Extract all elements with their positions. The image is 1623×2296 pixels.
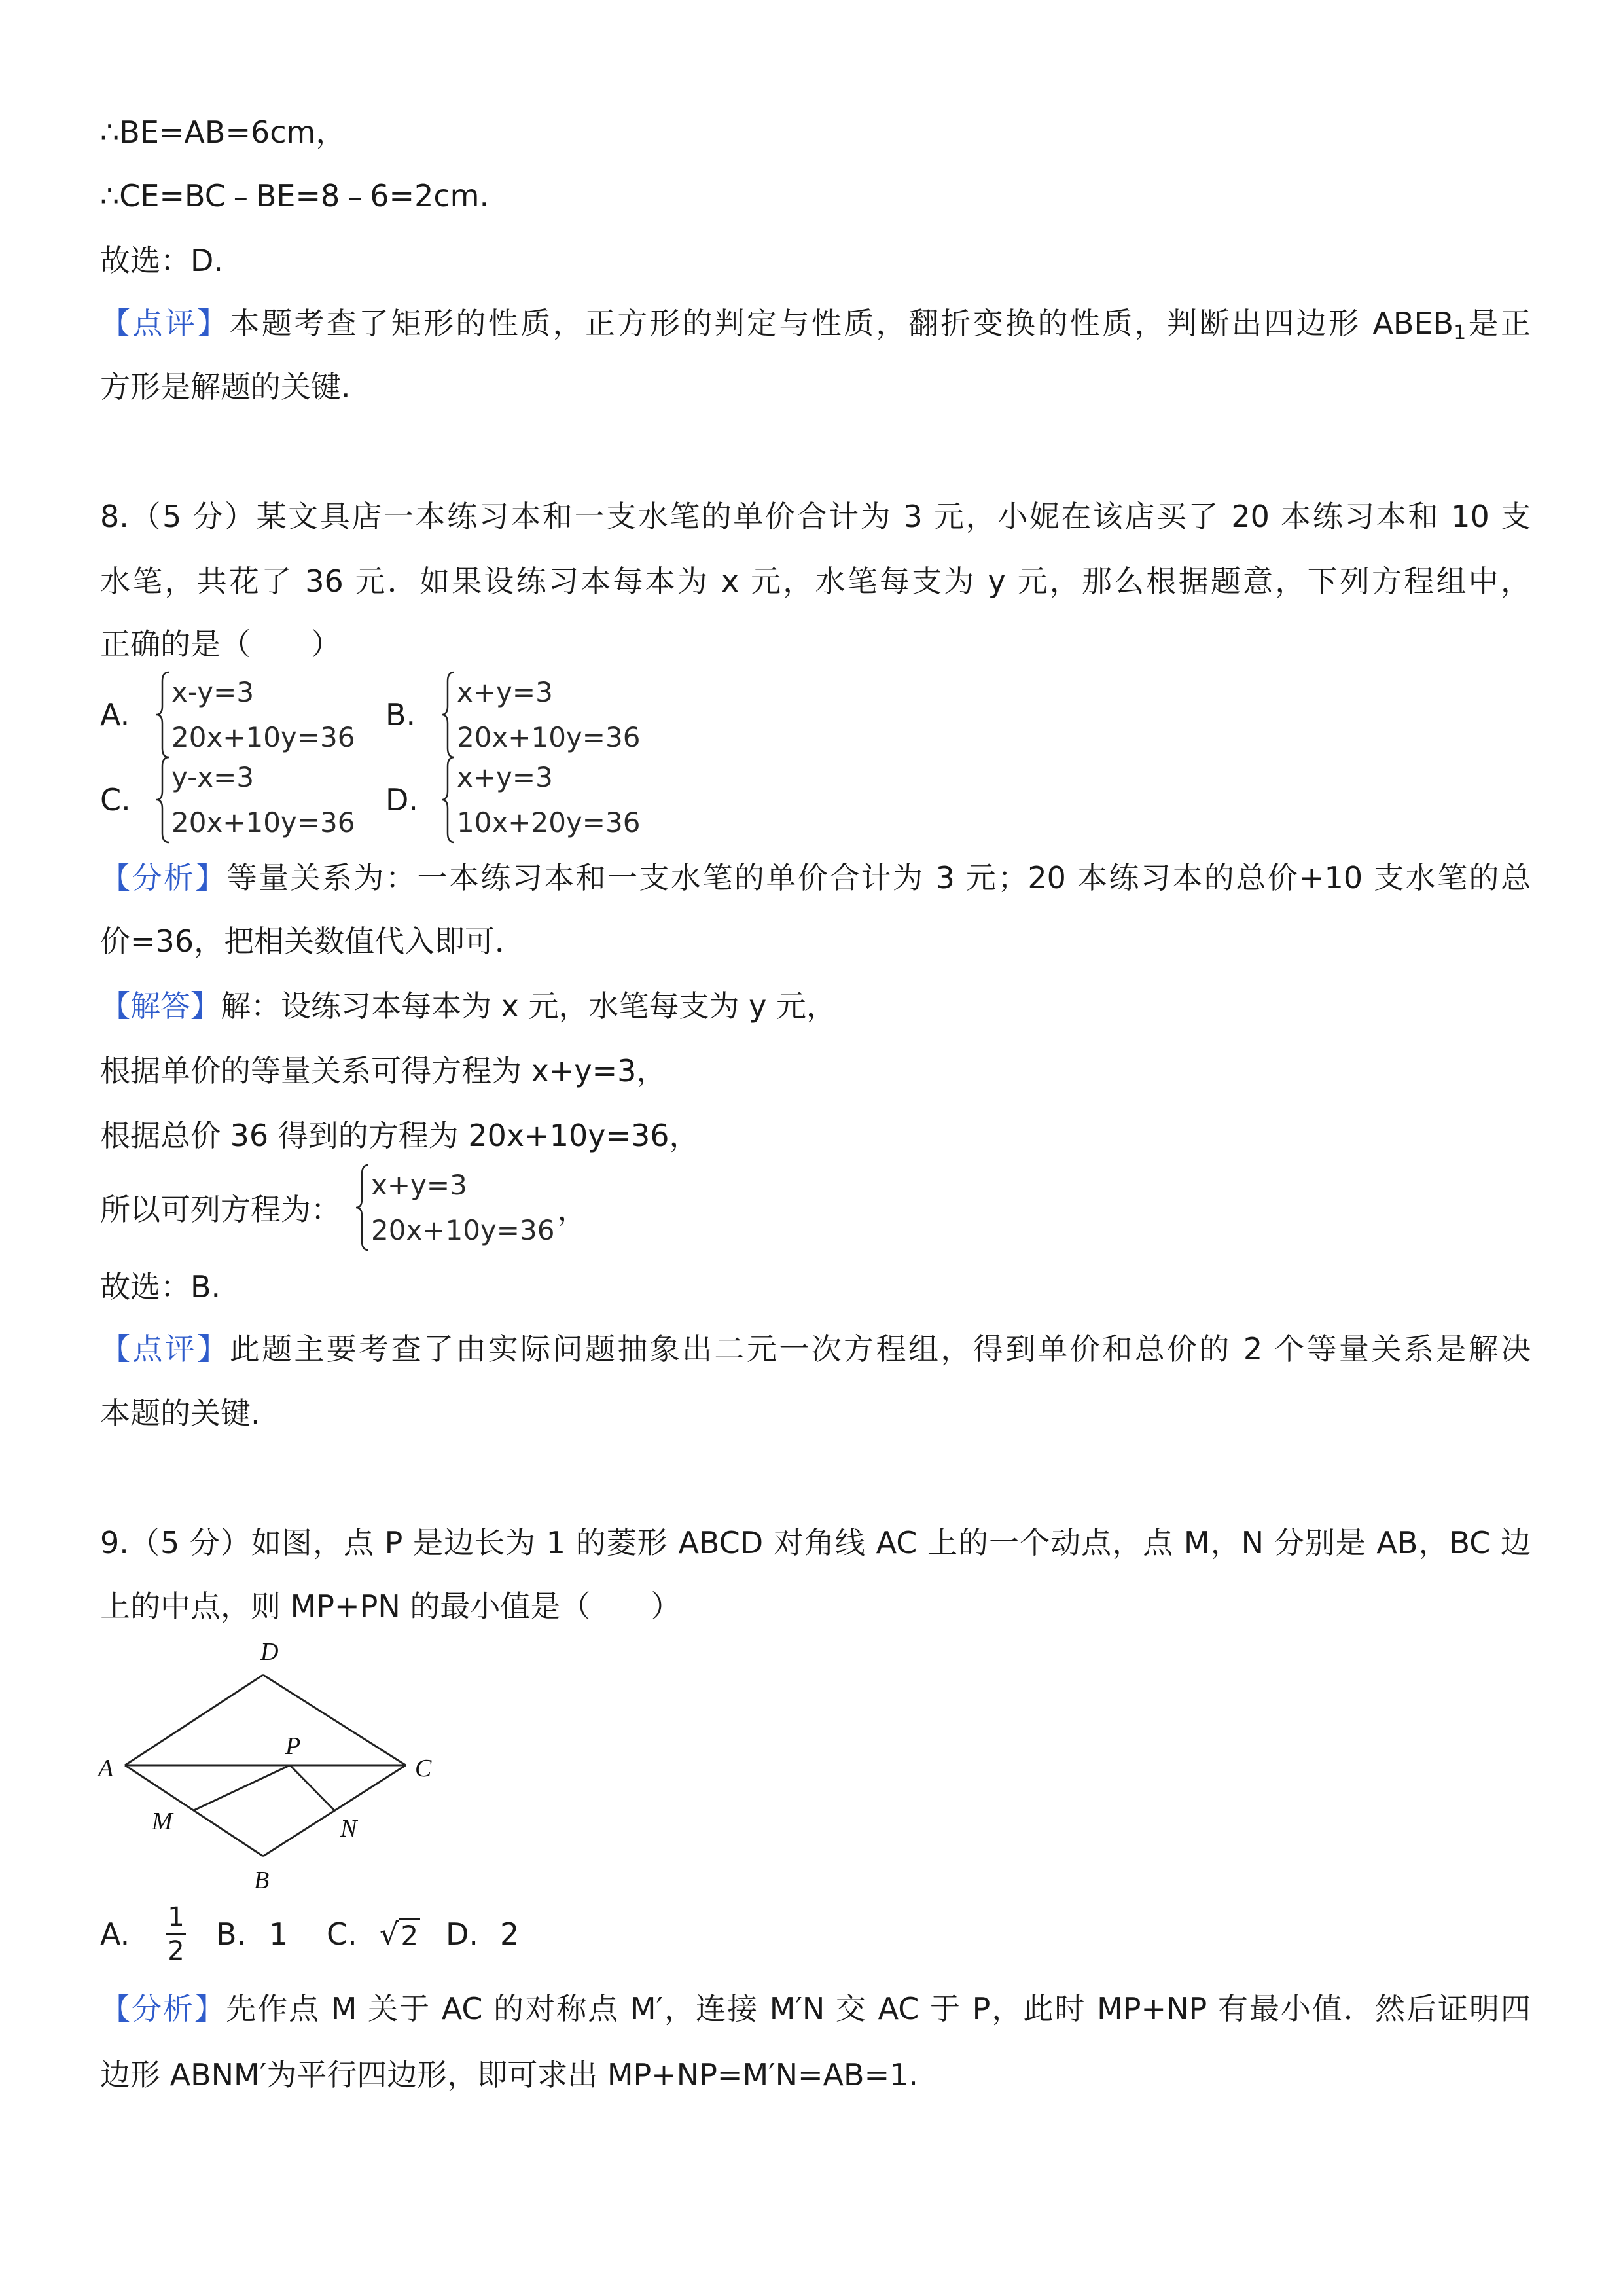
equation-system (371, 1162, 554, 1253)
s7-line-1: ∴BE=AB=6cm， (100, 115, 346, 150)
q8-solution-line-2: 根据单价的等量关系可得方程为 x+y=3， (100, 1053, 667, 1088)
fraction-one-half (163, 1898, 189, 1970)
radical-sign: √ (380, 1916, 399, 1952)
label-c: C (415, 1755, 432, 1782)
q9-analysis-line-1 (100, 1988, 1531, 2030)
comment-tag: 【点评】 (100, 1331, 230, 1367)
edge-cb (263, 1765, 406, 1856)
equation: 20x+10y=36 (457, 721, 641, 753)
square-root (380, 1916, 420, 1952)
s7-comment-line-2: 方形是解题的关键. (100, 369, 351, 404)
denominator: 2 (168, 1936, 185, 1966)
analysis-text: 先作点 M 关于 AC 的对称点 M′，连接 M′N 交 AC 于 P，此时 MP+NP 有最小值．然后证明四 (226, 1991, 1531, 2026)
s7-line-2: ∴CE=BC﹣BE=8﹣6=2cm. (100, 178, 490, 213)
solution-text: 解：设练习本每本为 x 元，水笔每支为 y 元， (221, 988, 836, 1024)
equation: 10x+20y=36 (457, 806, 641, 838)
equation-system (457, 670, 640, 760)
q8-option-d (385, 755, 640, 845)
equation-system (171, 755, 355, 845)
option-value-d: 2 (500, 1916, 520, 1952)
option-label-d: D. (446, 1916, 479, 1952)
equation: y-x=3 (171, 761, 255, 793)
analysis-tag: 【分析】 (100, 860, 227, 895)
q8-solution-system (100, 1162, 587, 1253)
label-n: N (340, 1815, 357, 1842)
option-value-b: 1 (269, 1916, 289, 1952)
analysis-text: 等量关系为：一本练习本和一支水笔的单价合计为 3 元；20 本练习本的总价+10 支水笔的总 (226, 860, 1531, 895)
s7-comment-line-1 (100, 302, 1531, 344)
equation-system (457, 755, 640, 845)
q8-stem-line-3: 正确的是（ ） (100, 626, 341, 662)
analysis-tag: 【分析】 (100, 1991, 226, 2026)
q9-stem-line-1: 9.（5 分）如图，点 P 是边长为 1 的菱形 ABCD 对角线 AC 上的一个动点，点 M，N 分别是 AB，BC 边 (100, 1525, 1531, 1560)
q8-stem-line-2: 水笔，共花了 36 元．如果设练习本每本为 x 元，水笔每支为 y 元，那么根据题意，下列方程组中， (100, 564, 1531, 599)
q9-analysis-line-2: 边形 ABNM′为平行四边形，即可求出 MP+NP=M′N=AB=1. (100, 2057, 919, 2092)
system-prefix: 所以可列方程为： (100, 1192, 341, 1227)
option-label: D. (385, 782, 419, 817)
option-label-b: B. (216, 1916, 247, 1952)
subscript: 1 (1454, 321, 1467, 344)
option-label-c: C. (327, 1916, 357, 1952)
label-a: A (98, 1755, 114, 1782)
comment-text: 此题主要考查了由实际问题抽象出二元一次方程组，得到单价和总价的 2 个等量关系是解决 (229, 1331, 1531, 1367)
equation: 20x+10y=36 (171, 721, 355, 753)
q8-comment-line-1 (100, 1328, 1531, 1370)
option-label: C. (100, 782, 131, 817)
radicand: 2 (399, 1918, 420, 1952)
q9-options (100, 1898, 624, 1970)
brace-icon (354, 1162, 370, 1253)
segment-pn (290, 1765, 334, 1810)
equation: 20x+10y=36 (371, 1214, 555, 1246)
comment-tag: 【点评】 (100, 306, 230, 341)
comment-text: 本题考查了矩形的性质，正方形的判定与性质，翻折变换的性质，判断出四边形 ABEB (229, 306, 1454, 341)
q8-comment-line-2: 本题的关键. (100, 1395, 260, 1431)
equation: x+y=3 (457, 761, 553, 793)
label-b: B (254, 1867, 270, 1894)
rhombus-figure (92, 1636, 458, 1898)
edge-dc (263, 1675, 406, 1765)
equation: x+y=3 (371, 1169, 467, 1201)
segment-mp (194, 1765, 290, 1810)
q8-option-b (385, 670, 640, 760)
q8-analysis-line-2: 价=36，把相关数值代入即可． (100, 924, 526, 959)
numerator: 1 (168, 1902, 185, 1932)
solution-tag: 【解答】 (100, 988, 221, 1024)
edge-ad (125, 1675, 263, 1765)
brace-icon (154, 755, 170, 845)
q8-stem-line-1: 8.（5 分）某文具店一本练习本和一支水笔的单价合计为 3 元，小妮在该店买了 20 本练习本和 10 支 (100, 499, 1531, 534)
label-d: D (260, 1638, 279, 1666)
equation: x+y=3 (457, 676, 553, 708)
brace-icon (440, 670, 455, 760)
brace-icon (154, 670, 170, 760)
system-suffix: ， (557, 1192, 588, 1227)
equation-system (171, 670, 355, 760)
q9-stem-line-2: 上的中点，则 MP+PN 的最小值是（ ） (100, 1588, 681, 1624)
q8-answer: 故选：B. (100, 1269, 221, 1304)
label-p: P (285, 1732, 301, 1760)
comment-text-end: 是正 (1466, 306, 1531, 341)
q8-solution-line-3: 根据总价 36 得到的方程为 20x+10y=36， (100, 1118, 700, 1153)
fraction-bar (166, 1933, 186, 1935)
q8-option-c (100, 755, 355, 845)
option-label: A. (100, 697, 130, 732)
option-label-a: A. (100, 1916, 130, 1952)
q8-solution-line-1 (100, 985, 1531, 1027)
q8-analysis-line-1 (100, 857, 1531, 899)
s7-answer: 故选：D. (100, 243, 224, 278)
equation: 20x+10y=36 (171, 806, 355, 838)
q8-option-a (100, 670, 355, 760)
label-m: M (152, 1808, 173, 1835)
option-label: B. (385, 697, 416, 732)
equation: x-y=3 (171, 676, 255, 708)
brace-icon (440, 755, 455, 845)
